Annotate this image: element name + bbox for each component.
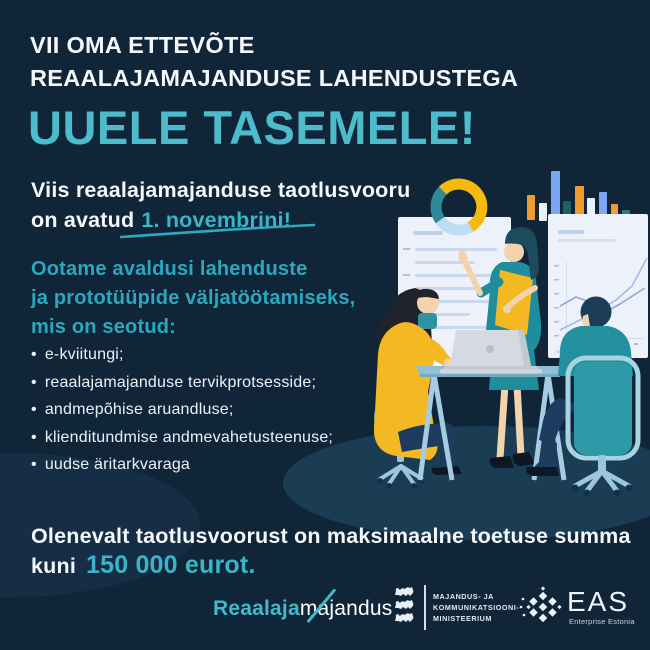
bullet-icon: • (31, 428, 37, 446)
list-item (31, 341, 333, 369)
list-item (31, 369, 333, 397)
eas-snowflake-icon (519, 586, 563, 628)
logo-part-white: majandus (299, 597, 393, 620)
bar-chart-icon (527, 171, 630, 221)
bullet-icon: • (31, 346, 37, 363)
headline-line1: VII OMA ETTEVÕTE (30, 32, 255, 58)
list-item-text: e-kviitungi; (44, 346, 124, 363)
headline-line2: REAALAJAMAJANDUSE LAHENDUSTEGA (30, 65, 519, 91)
summary-line2-prefix: kuni (31, 554, 76, 578)
summary-paragraph (31, 522, 631, 581)
reaalajamajandus-logo (213, 597, 393, 621)
underline-swoosh-icon (118, 223, 318, 241)
ministry-line2: KOMMUNIKATSIOONI- (433, 602, 520, 612)
list-item (31, 451, 333, 479)
bullet-icon: • (31, 456, 37, 474)
bullet-list (31, 341, 333, 479)
call-to-action (31, 255, 355, 342)
list-item-text: klienditundmise andmevahetusteenuse; (44, 428, 334, 446)
deadline-highlight: 1. novembrini! (141, 208, 292, 232)
estonia-coat-of-arms-icon (393, 586, 417, 626)
list-item-text: uudse äritarkvaraga (44, 456, 191, 474)
list-item-text: reaalajamajanduse tervikprotsesside; (44, 373, 317, 391)
eas-logo-subtitle: Enterprise Estonia (569, 617, 635, 626)
logo-divider (424, 585, 426, 630)
ministry-line3: MINISTEERIUM (433, 613, 492, 623)
intro-line1: Viis reaalajamajanduse taotlusvooru (31, 178, 411, 202)
list-item (31, 424, 333, 452)
summary-line1: Olenevalt taotlusvoorust on maksimaalne toetuse summa (31, 524, 631, 548)
eas-logo-title: EAS (567, 586, 630, 617)
call-line1: Ootame avaldusi lahenduste (31, 258, 308, 280)
list-item (31, 396, 333, 424)
ministry-logo (433, 592, 519, 624)
list-item-text: andmepõhise aruandluse; (44, 401, 234, 419)
call-line3: mis on seotud: (31, 316, 177, 338)
call-line2: ja prototüüpide väljatöötamiseks, (31, 287, 356, 309)
headline (30, 29, 518, 95)
intro-line2-prefix: on avatud (31, 208, 135, 232)
headline-highlight: UUELE TASEMELE! (28, 101, 476, 154)
ministry-line1: MAJANDUS- JA (433, 592, 494, 601)
summary-line2 (31, 551, 631, 581)
amount-highlight: 150 000 eurot. (86, 551, 256, 579)
bullet-icon: • (31, 401, 37, 419)
bullet-icon: • (31, 373, 37, 391)
logo-part-teal: Reaalaja (213, 597, 300, 620)
